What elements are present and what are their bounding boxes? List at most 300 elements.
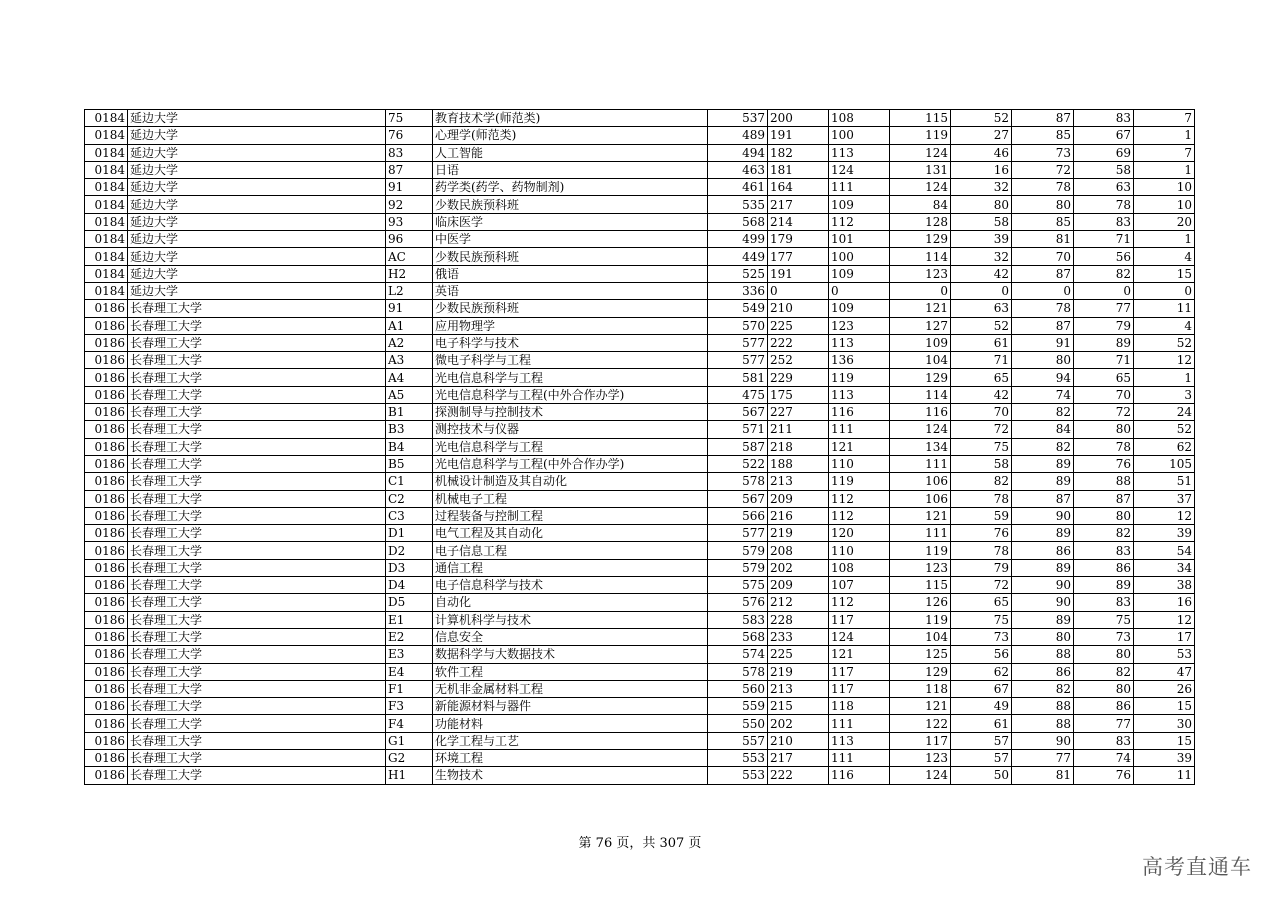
cell-major-name: 心理学(师范类)	[433, 127, 708, 144]
cell-score-e: 46	[951, 144, 1012, 161]
cell-score-f: 91	[1012, 334, 1074, 351]
cell-school-name: 长春理工大学	[128, 663, 386, 680]
cell-score-f: 82	[1012, 404, 1074, 421]
table-row	[85, 144, 1195, 161]
cell-score-g: 74	[1074, 749, 1134, 766]
cell-major-code: E2	[386, 628, 433, 645]
cell-score-g: 86	[1074, 559, 1134, 576]
cell-score-f: 81	[1012, 767, 1074, 784]
cell-score-f: 73	[1012, 144, 1074, 161]
cell-score-f: 80	[1012, 628, 1074, 645]
cell-score-g: 76	[1074, 767, 1134, 784]
table-row	[85, 300, 1195, 317]
cell-major-name: 少数民族预科班	[433, 196, 708, 213]
cell-score-f: 87	[1012, 490, 1074, 507]
cell-score-b: 252	[768, 352, 829, 369]
cell-school-code: 0184	[85, 248, 128, 265]
cell-score-e: 58	[951, 213, 1012, 230]
cell-major-code: C2	[386, 490, 433, 507]
cell-score-d: 119	[890, 542, 951, 559]
cell-count: 15	[1134, 265, 1195, 282]
cell-score-d: 124	[890, 767, 951, 784]
cell-school-name: 长春理工大学	[128, 317, 386, 334]
cell-score-a: 566	[708, 507, 768, 524]
cell-score-g: 72	[1074, 404, 1134, 421]
cell-school-code: 0186	[85, 473, 128, 490]
cell-school-name: 长春理工大学	[128, 577, 386, 594]
cell-score-c: 111	[829, 749, 890, 766]
watermark-logo-text: 高考直通车	[1142, 855, 1252, 879]
cell-score-f: 89	[1012, 559, 1074, 576]
cell-score-c: 112	[829, 507, 890, 524]
cell-score-d: 122	[890, 715, 951, 732]
cell-major-name: 环境工程	[433, 749, 708, 766]
table-row	[85, 646, 1195, 663]
cell-school-code: 0184	[85, 196, 128, 213]
cell-score-d: 119	[890, 611, 951, 628]
cell-score-f: 87	[1012, 317, 1074, 334]
cell-score-e: 0	[951, 282, 1012, 299]
cell-score-b: 215	[768, 698, 829, 715]
cell-score-e: 63	[951, 300, 1012, 317]
cell-school-name: 长春理工大学	[128, 698, 386, 715]
cell-score-e: 79	[951, 559, 1012, 576]
cell-score-b: 228	[768, 611, 829, 628]
cell-score-d: 123	[890, 749, 951, 766]
cell-score-b: 202	[768, 715, 829, 732]
cell-score-g: 79	[1074, 317, 1134, 334]
cell-score-b: 219	[768, 663, 829, 680]
cell-score-g: 82	[1074, 663, 1134, 680]
cell-score-a: 577	[708, 352, 768, 369]
cell-score-g: 80	[1074, 680, 1134, 697]
cell-score-a: 449	[708, 248, 768, 265]
cell-score-f: 74	[1012, 386, 1074, 403]
cell-school-code: 0186	[85, 300, 128, 317]
cell-score-c: 112	[829, 594, 890, 611]
cell-score-f: 82	[1012, 680, 1074, 697]
cell-score-b: 214	[768, 213, 829, 230]
cell-score-c: 119	[829, 369, 890, 386]
cell-school-name: 长春理工大学	[128, 352, 386, 369]
cell-school-name: 延边大学	[128, 144, 386, 161]
cell-score-f: 80	[1012, 352, 1074, 369]
table-row	[85, 611, 1195, 628]
cell-score-f: 90	[1012, 594, 1074, 611]
cell-major-code: F1	[386, 680, 433, 697]
cell-major-code: A1	[386, 317, 433, 334]
cell-score-f: 86	[1012, 663, 1074, 680]
table-row	[85, 577, 1195, 594]
table-row	[85, 110, 1195, 127]
cell-score-b: 217	[768, 196, 829, 213]
cell-score-d: 128	[890, 213, 951, 230]
cell-score-b: 191	[768, 127, 829, 144]
cell-score-f: 89	[1012, 525, 1074, 542]
cell-major-code: F3	[386, 698, 433, 715]
table-row	[85, 421, 1195, 438]
cell-score-a: 571	[708, 421, 768, 438]
cell-score-g: 78	[1074, 196, 1134, 213]
cell-school-code: 0184	[85, 144, 128, 161]
table-row	[85, 525, 1195, 542]
cell-major-name: 少数民族预科班	[433, 248, 708, 265]
cell-major-code: D1	[386, 525, 433, 542]
cell-score-d: 106	[890, 490, 951, 507]
cell-score-a: 537	[708, 110, 768, 127]
cell-count: 10	[1134, 179, 1195, 196]
cell-score-b: 0	[768, 282, 829, 299]
cell-school-name: 长春理工大学	[128, 749, 386, 766]
table-row	[85, 542, 1195, 559]
cell-school-code: 0186	[85, 749, 128, 766]
cell-score-a: 570	[708, 317, 768, 334]
cell-score-b: 202	[768, 559, 829, 576]
cell-school-code: 0186	[85, 369, 128, 386]
cell-score-a: 559	[708, 698, 768, 715]
cell-count: 7	[1134, 144, 1195, 161]
cell-score-b: 211	[768, 421, 829, 438]
cell-score-a: 578	[708, 473, 768, 490]
cell-school-code: 0186	[85, 421, 128, 438]
cell-score-d: 114	[890, 248, 951, 265]
cell-score-e: 42	[951, 386, 1012, 403]
cell-score-e: 52	[951, 110, 1012, 127]
cell-major-code: C1	[386, 473, 433, 490]
cell-score-d: 129	[890, 369, 951, 386]
cell-score-d: 106	[890, 473, 951, 490]
cell-school-code: 0186	[85, 577, 128, 594]
cell-school-name: 长春理工大学	[128, 438, 386, 455]
cell-score-f: 90	[1012, 507, 1074, 524]
cell-score-d: 104	[890, 628, 951, 645]
cell-major-name: 光电信息科学与工程(中外合作办学)	[433, 455, 708, 472]
cell-score-g: 70	[1074, 386, 1134, 403]
cell-school-code: 0186	[85, 455, 128, 472]
cell-score-g: 0	[1074, 282, 1134, 299]
cell-score-e: 76	[951, 525, 1012, 542]
cell-count: 20	[1134, 213, 1195, 230]
cell-score-a: 579	[708, 559, 768, 576]
cell-school-code: 0186	[85, 698, 128, 715]
cell-score-b: 218	[768, 438, 829, 455]
cell-score-g: 80	[1074, 507, 1134, 524]
cell-school-name: 长春理工大学	[128, 628, 386, 645]
cell-school-name: 长春理工大学	[128, 369, 386, 386]
cell-score-a: 578	[708, 663, 768, 680]
cell-school-code: 0186	[85, 404, 128, 421]
cell-score-e: 80	[951, 196, 1012, 213]
cell-score-c: 111	[829, 179, 890, 196]
cell-score-b: 212	[768, 594, 829, 611]
cell-school-code: 0186	[85, 663, 128, 680]
cell-score-e: 32	[951, 179, 1012, 196]
cell-score-a: 336	[708, 282, 768, 299]
cell-score-e: 61	[951, 334, 1012, 351]
cell-score-f: 87	[1012, 110, 1074, 127]
cell-score-a: 568	[708, 628, 768, 645]
cell-school-code: 0186	[85, 594, 128, 611]
table-row	[85, 490, 1195, 507]
cell-score-e: 78	[951, 490, 1012, 507]
cell-score-c: 113	[829, 144, 890, 161]
cell-score-d: 129	[890, 663, 951, 680]
cell-school-name: 长春理工大学	[128, 334, 386, 351]
cell-count: 0	[1134, 282, 1195, 299]
cell-count: 52	[1134, 421, 1195, 438]
cell-major-code: D2	[386, 542, 433, 559]
cell-score-d: 116	[890, 404, 951, 421]
cell-major-name: 应用物理学	[433, 317, 708, 334]
cell-score-f: 88	[1012, 698, 1074, 715]
cell-score-b: 227	[768, 404, 829, 421]
cell-score-d: 121	[890, 698, 951, 715]
cell-score-d: 126	[890, 594, 951, 611]
cell-score-b: 175	[768, 386, 829, 403]
cell-score-f: 86	[1012, 542, 1074, 559]
table-body	[85, 110, 1195, 785]
cell-count: 15	[1134, 698, 1195, 715]
cell-major-name: 电气工程及其自动化	[433, 525, 708, 542]
cell-score-b: 225	[768, 317, 829, 334]
cell-score-b: 191	[768, 265, 829, 282]
cell-score-g: 77	[1074, 300, 1134, 317]
cell-score-g: 80	[1074, 421, 1134, 438]
table-row	[85, 334, 1195, 351]
cell-score-b: 222	[768, 334, 829, 351]
cell-school-code: 0186	[85, 715, 128, 732]
cell-score-g: 65	[1074, 369, 1134, 386]
cell-school-code: 0186	[85, 334, 128, 351]
cell-major-code: F4	[386, 715, 433, 732]
cell-score-f: 80	[1012, 196, 1074, 213]
cell-score-d: 129	[890, 231, 951, 248]
cell-school-name: 长春理工大学	[128, 559, 386, 576]
cell-major-code: E1	[386, 611, 433, 628]
cell-score-a: 463	[708, 161, 768, 178]
cell-score-d: 115	[890, 110, 951, 127]
cell-score-a: 553	[708, 767, 768, 784]
cell-score-d: 0	[890, 282, 951, 299]
table-row	[85, 732, 1195, 749]
table-row	[85, 594, 1195, 611]
cell-major-code: G2	[386, 749, 433, 766]
cell-count: 1	[1134, 231, 1195, 248]
cell-score-a: 576	[708, 594, 768, 611]
cell-score-e: 72	[951, 577, 1012, 594]
cell-score-e: 78	[951, 542, 1012, 559]
cell-score-b: 179	[768, 231, 829, 248]
cell-major-code: E3	[386, 646, 433, 663]
table-row	[85, 352, 1195, 369]
cell-count: 30	[1134, 715, 1195, 732]
cell-score-e: 72	[951, 421, 1012, 438]
cell-score-a: 553	[708, 749, 768, 766]
cell-school-name: 延边大学	[128, 161, 386, 178]
cell-score-f: 87	[1012, 265, 1074, 282]
table-row	[85, 473, 1195, 490]
cell-score-c: 113	[829, 732, 890, 749]
cell-score-b: 209	[768, 490, 829, 507]
cell-count: 24	[1134, 404, 1195, 421]
cell-score-c: 117	[829, 663, 890, 680]
cell-score-c: 124	[829, 628, 890, 645]
cell-school-name: 长春理工大学	[128, 542, 386, 559]
cell-count: 53	[1134, 646, 1195, 663]
cell-score-a: 535	[708, 196, 768, 213]
cell-score-d: 111	[890, 525, 951, 542]
cell-count: 16	[1134, 594, 1195, 611]
cell-count: 39	[1134, 525, 1195, 542]
cell-count: 38	[1134, 577, 1195, 594]
cell-score-e: 16	[951, 161, 1012, 178]
cell-score-a: 525	[708, 265, 768, 282]
cell-score-e: 49	[951, 698, 1012, 715]
table-row	[85, 282, 1195, 299]
cell-major-name: 少数民族预科班	[433, 300, 708, 317]
cell-score-f: 89	[1012, 473, 1074, 490]
cell-school-code: 0186	[85, 490, 128, 507]
cell-major-name: 自动化	[433, 594, 708, 611]
cell-school-code: 0186	[85, 732, 128, 749]
cell-major-name: 探测制导与控制技术	[433, 404, 708, 421]
cell-school-code: 0184	[85, 127, 128, 144]
cell-score-d: 118	[890, 680, 951, 697]
cell-score-a: 577	[708, 334, 768, 351]
cell-score-c: 121	[829, 646, 890, 663]
cell-score-e: 50	[951, 767, 1012, 784]
cell-count: 1	[1134, 127, 1195, 144]
cell-count: 10	[1134, 196, 1195, 213]
table-row	[85, 369, 1195, 386]
cell-score-c: 101	[829, 231, 890, 248]
cell-score-c: 113	[829, 386, 890, 403]
cell-score-e: 71	[951, 352, 1012, 369]
cell-school-name: 延边大学	[128, 127, 386, 144]
cell-score-b: 208	[768, 542, 829, 559]
cell-major-name: 功能材料	[433, 715, 708, 732]
cell-score-d: 121	[890, 507, 951, 524]
cell-major-code: A5	[386, 386, 433, 403]
cell-school-code: 0186	[85, 386, 128, 403]
cell-score-e: 75	[951, 438, 1012, 455]
cell-score-b: 213	[768, 473, 829, 490]
cell-school-name: 长春理工大学	[128, 680, 386, 697]
cell-score-g: 89	[1074, 334, 1134, 351]
cell-score-f: 82	[1012, 438, 1074, 455]
cell-count: 1	[1134, 161, 1195, 178]
cell-score-d: 84	[890, 196, 951, 213]
cell-major-code: 96	[386, 231, 433, 248]
cell-score-a: 475	[708, 386, 768, 403]
cell-score-d: 111	[890, 455, 951, 472]
cell-school-name: 长春理工大学	[128, 300, 386, 317]
cell-school-code: 0186	[85, 525, 128, 542]
cell-school-code: 0186	[85, 767, 128, 784]
cell-score-g: 83	[1074, 732, 1134, 749]
cell-score-g: 80	[1074, 646, 1134, 663]
cell-score-e: 39	[951, 231, 1012, 248]
cell-score-g: 83	[1074, 213, 1134, 230]
cell-score-f: 94	[1012, 369, 1074, 386]
cell-major-code: 91	[386, 300, 433, 317]
cell-score-g: 63	[1074, 179, 1134, 196]
cell-count: 37	[1134, 490, 1195, 507]
cell-count: 52	[1134, 334, 1195, 351]
cell-major-code: A4	[386, 369, 433, 386]
table-row	[85, 231, 1195, 248]
cell-score-g: 78	[1074, 438, 1134, 455]
cell-score-g: 67	[1074, 127, 1134, 144]
cell-score-b: 222	[768, 767, 829, 784]
cell-score-g: 76	[1074, 455, 1134, 472]
cell-major-name: 生物技术	[433, 767, 708, 784]
cell-score-f: 70	[1012, 248, 1074, 265]
cell-score-f: 89	[1012, 455, 1074, 472]
cell-count: 12	[1134, 507, 1195, 524]
cell-score-c: 124	[829, 161, 890, 178]
cell-major-code: H2	[386, 265, 433, 282]
table-row	[85, 749, 1195, 766]
cell-school-name: 长春理工大学	[128, 611, 386, 628]
cell-major-code: D3	[386, 559, 433, 576]
cell-score-e: 32	[951, 248, 1012, 265]
cell-score-b: 219	[768, 525, 829, 542]
cell-score-a: 549	[708, 300, 768, 317]
cell-count: 62	[1134, 438, 1195, 455]
cell-score-d: 127	[890, 317, 951, 334]
cell-score-g: 69	[1074, 144, 1134, 161]
cell-score-d: 115	[890, 577, 951, 594]
table-row	[85, 179, 1195, 196]
table-row	[85, 698, 1195, 715]
cell-score-a: 568	[708, 213, 768, 230]
cell-score-c: 111	[829, 421, 890, 438]
cell-score-e: 57	[951, 732, 1012, 749]
cell-major-name: 光电信息科学与工程	[433, 438, 708, 455]
cell-score-e: 65	[951, 369, 1012, 386]
cell-score-g: 83	[1074, 594, 1134, 611]
cell-score-c: 112	[829, 213, 890, 230]
cell-score-f: 85	[1012, 213, 1074, 230]
cell-score-e: 59	[951, 507, 1012, 524]
cell-major-name: 俄语	[433, 265, 708, 282]
cell-score-g: 87	[1074, 490, 1134, 507]
cell-major-name: 信息安全	[433, 628, 708, 645]
cell-count: 47	[1134, 663, 1195, 680]
cell-score-f: 90	[1012, 577, 1074, 594]
cell-count: 3	[1134, 386, 1195, 403]
cell-score-c: 113	[829, 334, 890, 351]
cell-major-code: B5	[386, 455, 433, 472]
cell-score-f: 88	[1012, 646, 1074, 663]
cell-school-name: 延边大学	[128, 231, 386, 248]
cell-score-d: 104	[890, 352, 951, 369]
cell-school-name: 长春理工大学	[128, 732, 386, 749]
cell-major-code: 87	[386, 161, 433, 178]
cell-major-name: 中医学	[433, 231, 708, 248]
cell-score-d: 124	[890, 179, 951, 196]
table-row	[85, 386, 1195, 403]
cell-major-code: C3	[386, 507, 433, 524]
cell-score-a: 461	[708, 179, 768, 196]
cell-score-a: 557	[708, 732, 768, 749]
cell-score-d: 134	[890, 438, 951, 455]
cell-major-code: G1	[386, 732, 433, 749]
cell-major-name: 人工智能	[433, 144, 708, 161]
table-row	[85, 628, 1195, 645]
cell-score-b: 233	[768, 628, 829, 645]
